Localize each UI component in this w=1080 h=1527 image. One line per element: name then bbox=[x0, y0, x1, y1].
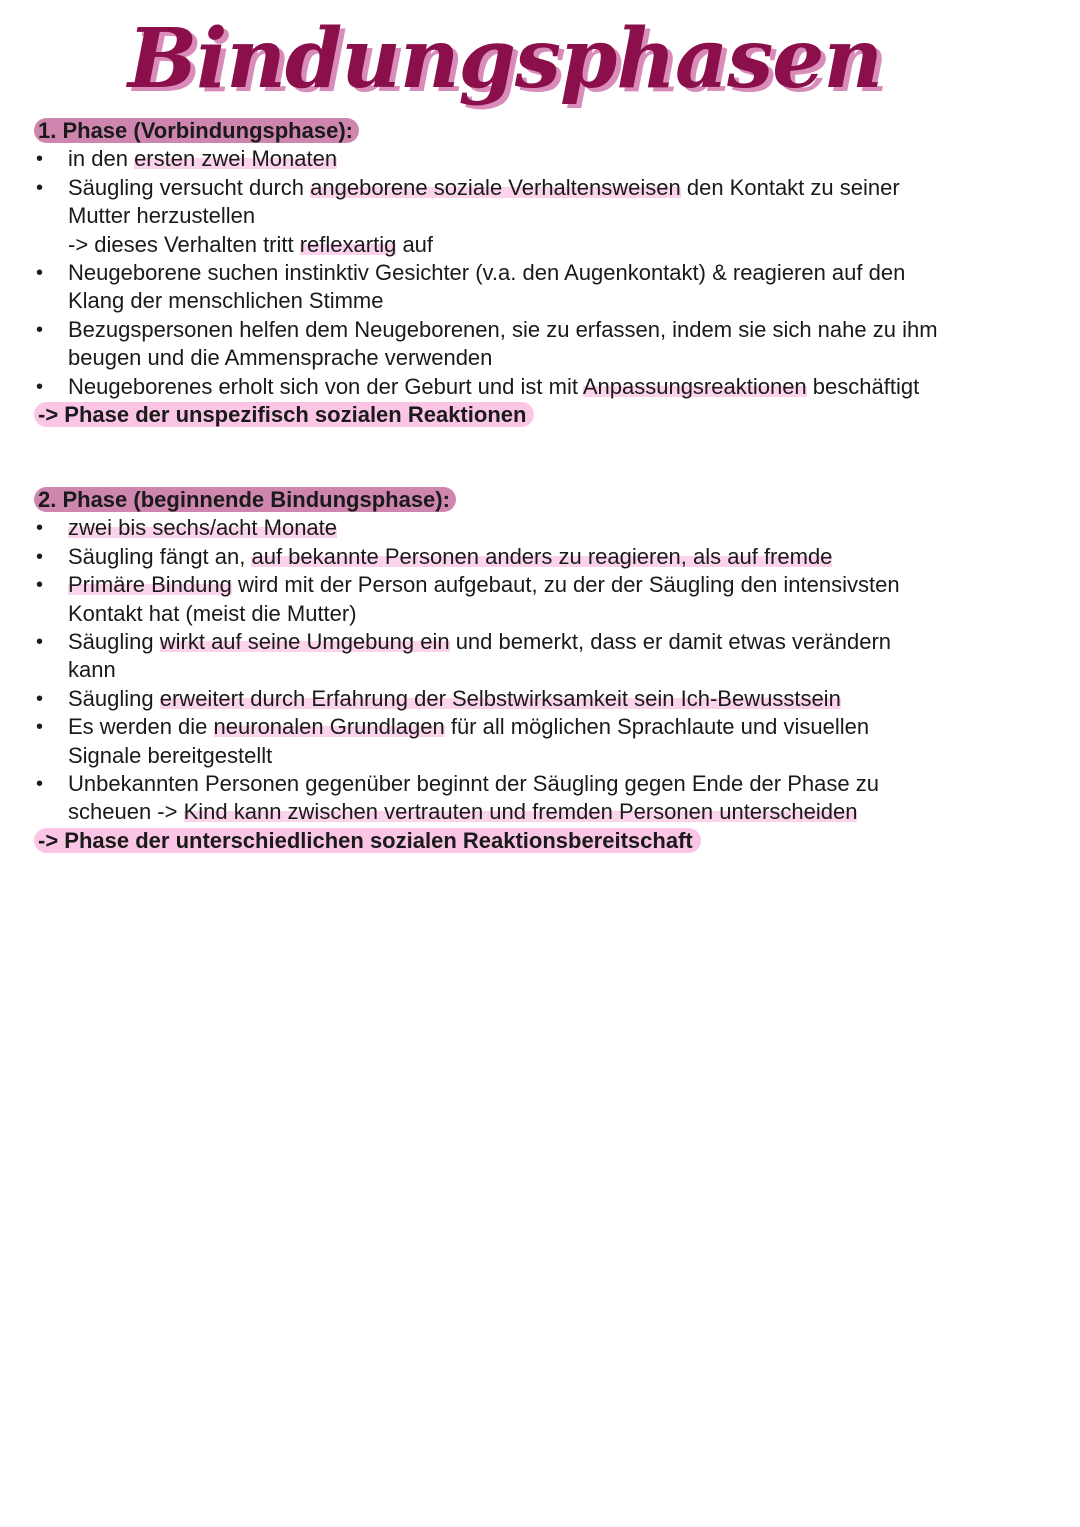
list-item-continued: Klang der menschlichen Stimme bbox=[68, 288, 384, 314]
list-item: • Es werden die neuronalen Grundlagen für all möglichen Sprachlaute und visuellen bbox=[34, 713, 1044, 741]
list-item: • Primäre Bindung wird mit der Person aufgebaut, zu der der Säugling den intensivsten bbox=[34, 571, 1044, 599]
list-item: • Säugling wirkt auf seine Umgebung ein und bemerkt, dass er damit etwas verändern bbox=[34, 628, 1044, 656]
list-item: • zwei bis sechs/acht Monate bbox=[34, 514, 1044, 542]
list-item-continued: beugen und die Ammensprache verwenden bbox=[68, 345, 493, 371]
list-item-continued: Mutter herzustellen bbox=[68, 203, 256, 229]
list-item: • Säugling fängt an, auf bekannte Personen anders zu reagieren, als auf fremde bbox=[34, 543, 1044, 571]
phase-2-heading: 2. Phase (beginnende Bindungsphase): bbox=[34, 486, 1044, 514]
list-item-continued: Signale bereitgestellt bbox=[68, 742, 273, 768]
list-item: • in den ersten zwei Monaten bbox=[34, 145, 1044, 173]
list-item: • Säugling erweitert durch Erfahrung der Selbstwirksamkeit sein Ich-Bewusstsein bbox=[34, 685, 1044, 713]
page-title: Bindungsphasen bbox=[127, 11, 883, 107]
list-item: • Unbekannten Personen gegenüber beginnt der Säugling gegen Ende der Phase zu bbox=[34, 770, 1044, 798]
list-item: • Bezugspersonen helfen dem Neugeborenen, sie zu erfassen, indem sie sich nahe zu ihm bbox=[34, 316, 1044, 344]
phase-1-heading: 1. Phase (Vorbindungsphase): bbox=[34, 117, 1044, 145]
list-item: • Neugeborenes erholt sich von der Geburt und ist mit Anpassungsreaktionen beschäftigt bbox=[34, 373, 1044, 401]
list-item: • Neugeborene suchen instinktiv Gesichter (v.a. den Augenkontakt) & reagieren auf den bbox=[34, 259, 1044, 287]
list-item-continued: Kontakt hat (meist die Mutter) bbox=[68, 600, 357, 626]
list-item-continued: -> dieses Verhalten tritt reflexartig auf bbox=[68, 231, 434, 257]
phase-1-result: -> Phase der unspezifisch sozialen Reaktionen bbox=[34, 401, 1044, 429]
list-item-continued: scheuen -> Kind kann zwischen vertrauten und fremden Personen unterscheiden bbox=[68, 799, 858, 825]
phase-2-result: -> Phase der unterschiedlichen sozialen Reaktionsbereitschaft bbox=[34, 827, 1044, 855]
list-item-continued: kann bbox=[68, 657, 116, 683]
phase-1-section bbox=[34, 117, 1044, 429]
list-item: • Säugling versucht durch angeborene soziale Verhaltensweisen den Kontakt zu seiner bbox=[34, 174, 1044, 202]
phase-2-section bbox=[34, 486, 1044, 855]
